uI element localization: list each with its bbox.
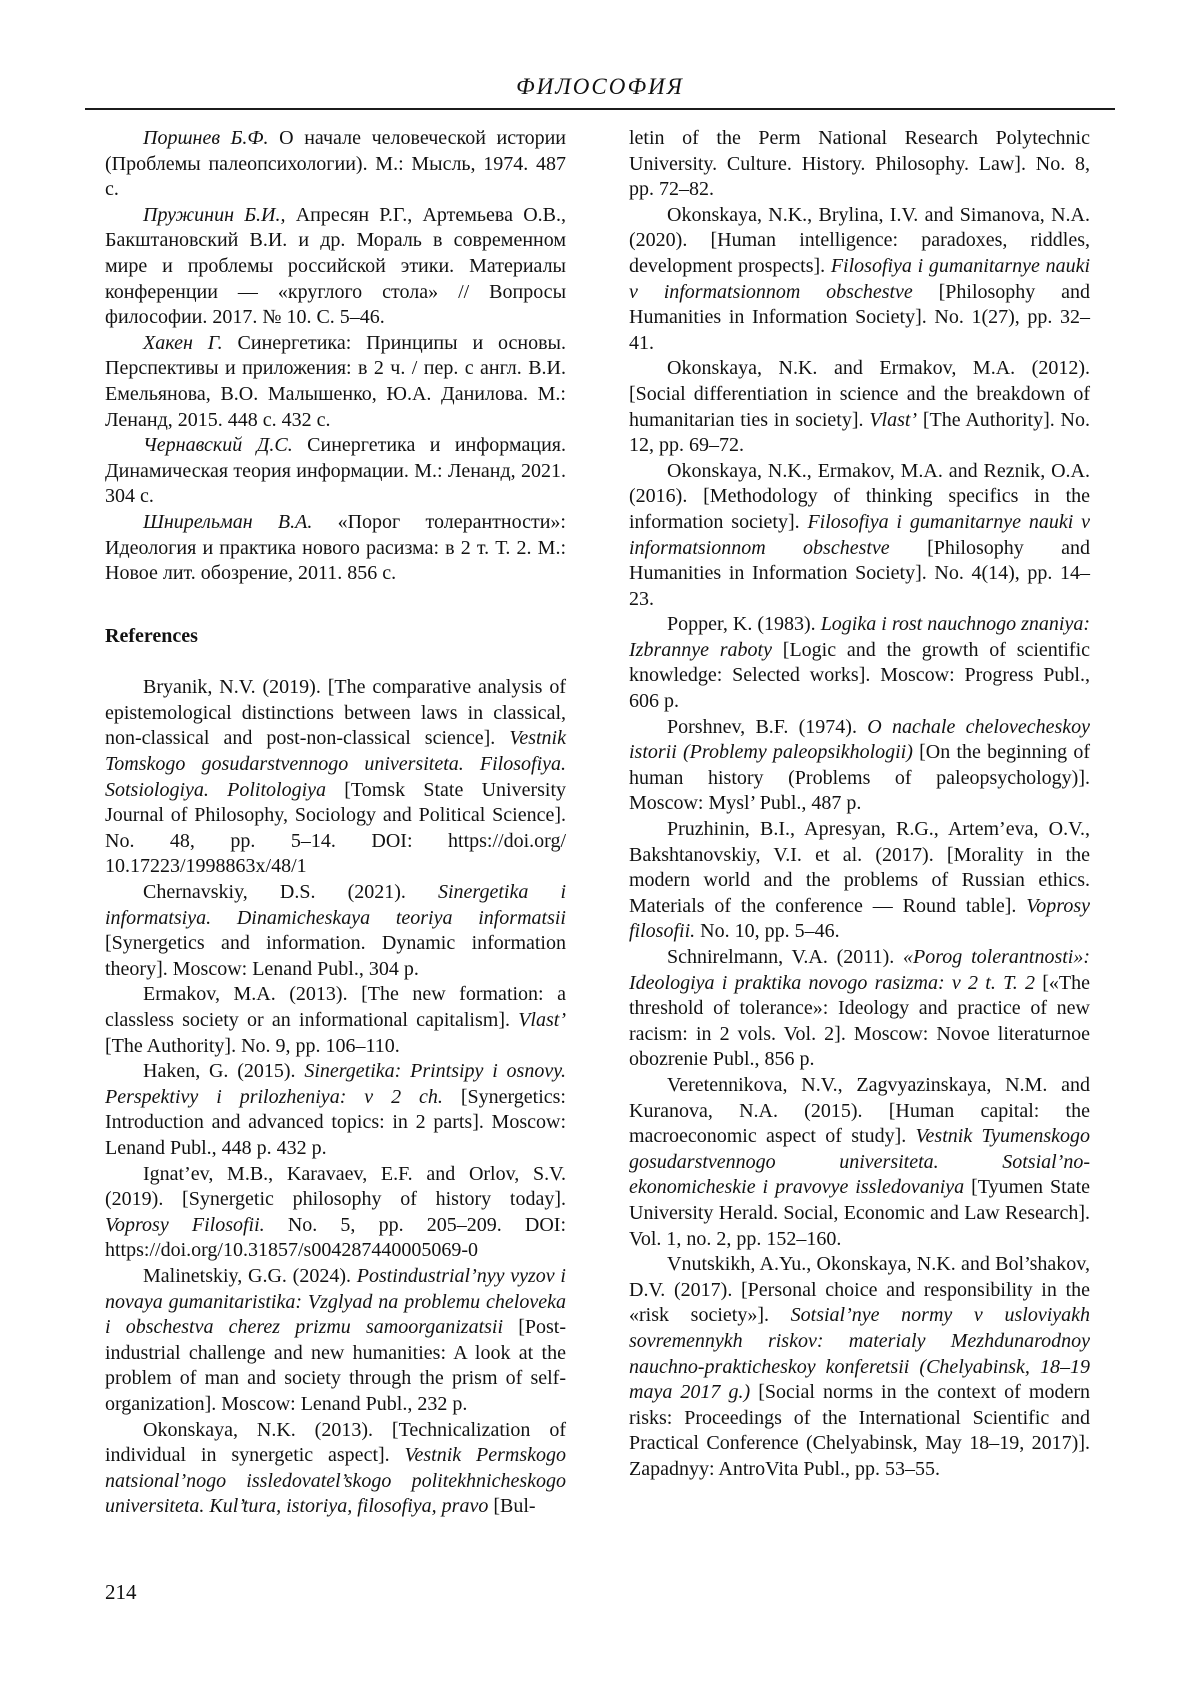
- left-column: [105, 126, 566, 1520]
- reference-text-segment: [Social norms in the context of modern risks: Proceedings of the International Scientific and Practical Conference (Chelyabinsk, May 18–19, 2017)]. Zapadnyy: AntroVita Publ., pp. 53–55.: [629, 1381, 1091, 1480]
- reference-text-segment: Ignat’ev, M.B., Karavaev, E.F. and Orlov, S.V. (2019). [Synergetic philosophy of history today].: [105, 1162, 566, 1211]
- reference-italic-segment: Sotsial’nye normy v usloviyakh sovremennykh riskov: materialy Mezhdunarodnoy nauchno-prakticheskoy konferetsii (Chelyabinsk, 18–19 maya 2017 g.): [629, 1304, 1091, 1404]
- reference-paragraph: [105, 1418, 566, 1520]
- reference-paragraph: [105, 126, 566, 203]
- reference-paragraph: [629, 356, 1090, 458]
- reference-paragraph: [629, 612, 1090, 714]
- reference-italic-segment: Vlast’: [518, 1009, 566, 1031]
- reference-paragraph: [105, 203, 566, 331]
- reference-italic-segment: «Porog tolerantnosti»: Ideologiya i praktika novogo rasizma: v 2 t. T. 2: [629, 946, 1090, 994]
- reference-italic-segment: Postindustrial’nyy vyzov i novaya gumanitaristika: Vzglyad na problemu cheloveka i obschestva cherez prizmu samoorganizatsii: [105, 1264, 566, 1339]
- reference-paragraph: [105, 1059, 566, 1161]
- reference-text-segment: Синергетика: Принципы и основы. Перспективы и приложения: в 2 ч. / пер. с англ. В.И. Емельянова, В.О. Малышенко, Ю.А. Данилова. М.: Ленанд, 2015. 448 с. 432 с.: [105, 331, 566, 431]
- reference-text-segment: [On the beginning of human history (Problems of paleopsychology)]. Moscow: Mysl’ Publ., 487 p.: [629, 741, 1090, 815]
- reference-paragraph: [105, 1162, 566, 1264]
- reference-italic-segment: O nachale chelovecheskoy istorii (Problemy paleopsikhologii): [629, 715, 1090, 764]
- reference-italic-segment: Чернавский Д.С.: [143, 434, 293, 457]
- reference-text-segment: No. 5, pp. 205–209. DOI: https://doi.org/10.31857/s004287440005069-0: [105, 1213, 567, 1262]
- reference-text-segment: Okonskaya, N.K. (2013). [Technicalization of individual in synergetic aspect].: [105, 1418, 566, 1467]
- reference-text-segment: Porshnev, B.F. (1974).: [667, 715, 868, 738]
- running-head: ФИЛОСОФИЯ: [516, 74, 684, 99]
- reference-text-segment: Okonskaya, N.K., Brylina, I.V. and Simanova, N.A. (2020). [Human intelligence: paradoxes, riddles, development prospects].: [629, 203, 1090, 277]
- reference-paragraph: [629, 817, 1090, 945]
- reference-italic-segment: Sinergetika i informatsiya. Dinamicheskaya teoriya informatsii: [105, 881, 566, 929]
- reference-paragraph: [105, 331, 566, 433]
- reference-text-segment: Pruzhinin, B.I., Apresyan, R.G., Artem’eva, O.V., Bakshtanovskiy, V.I. et al. (2017). [Morality in the modern world and the problems of Russian ethics. Materials of the conference — Round table].: [629, 818, 1090, 917]
- reference-text-segment: Ermakov, M.A. (2013). [The new formation: a classless society or an informational capitalism].: [105, 983, 566, 1031]
- reference-text-segment: Bryanik, N.V. (2019). [The comparative analysis of epistemological distinctions between laws in classical, non-classical and post-non-classical science].: [105, 676, 566, 750]
- reference-italic-segment: Logika i rost nauchnogo znaniya: Izbrannye raboty: [629, 613, 1091, 661]
- reference-italic-segment: Vestnik Permskogo natsional’nogo issledovatel’skogo politekhnicheskogo universiteta. Kul’tura, istoriya, filosofiya, pravo: [105, 1444, 566, 1518]
- reference-text-segment: [«The threshold of tolerance»: Ideology and practice of new racism: in 2 vols. Vol. 2]. Moscow: Novoe literaturnoe obozrenie Publ., 856 p.: [629, 971, 1090, 1071]
- reference-text-segment: [Philosophy and Humanities in Information Society]. No. 4(14), pp. 14–23.: [629, 536, 1090, 610]
- reference-italic-segment: Filosofiya i gumanitarnye nauki v informatsionnom obschestve: [629, 510, 1090, 559]
- reference-italic-segment: Поршнев Б.Ф.: [143, 127, 269, 149]
- reference-text-segment: No. 10, pp. 5–46.: [695, 920, 840, 943]
- reference-italic-segment: Vestnik Tomskogo gosudarstvennogo universiteta. Filosofiya. Sotsiologiya. Politologiya: [105, 727, 566, 801]
- reference-text-segment: Chernavskiy, D.S. (2021).: [143, 881, 438, 904]
- reference-text-segment: Okonskaya, N.K. and Ermakov, M.A. (2012). [Social differentiation in science and the breakdown of humanitarian ties in society].: [629, 357, 1090, 431]
- reference-paragraph: [629, 1073, 1090, 1252]
- reference-text-segment: Malinetskiy, G.G. (2024).: [143, 1264, 357, 1287]
- header-rule: [85, 108, 1115, 110]
- reference-text-segment: letin of the Perm National Research Polytechnic University. Culture. History. Philosophy. Law]. No. 8, pp. 72–82.: [629, 127, 1090, 201]
- reference-text-segment: [The Authority]. No. 12, pp. 69–72.: [629, 408, 1090, 457]
- reference-text-segment: [Post-industrial challenge and new humanities: A look at the problem of man and society through the prism of self-organization]. Moscow: Lenand Publ., 232 p.: [105, 1316, 566, 1415]
- reference-paragraph: [105, 880, 566, 982]
- reference-text-segment: [Logic and the growth of scientific knowledge: Selected works]. Moscow: Progress Publ., 606 p.: [629, 638, 1090, 713]
- reference-italic-segment: Voprosy filosofii.: [629, 894, 1090, 943]
- reference-text-segment: Haken, G. (2015).: [143, 1060, 305, 1083]
- reference-italic-segment: Пружинин Б.И.,: [143, 203, 286, 226]
- reference-italic-segment: Vestnik Tyumenskogo gosudarstvennogo universiteta. Sotsial’no-ekonomicheskie i pravovye issledovaniya: [629, 1125, 1090, 1199]
- reference-text-segment: [Tomsk State University Journal of Philosophy, Sociology and Political Science]. No. 48, pp. 5–14. DOI: https://doi.org/ 10.17223/1998863x/48/1: [105, 778, 566, 878]
- reference-paragraph: [105, 675, 566, 880]
- reference-italic-segment: Voprosy Filosofii.: [105, 1213, 265, 1236]
- reference-italic-segment: Vlast’: [869, 408, 918, 431]
- reference-paragraph: [105, 982, 566, 1059]
- reference-text-segment: [The Authority]. No. 9, pp. 106–110.: [105, 1034, 400, 1057]
- reference-text-segment: [Bul-: [488, 1495, 536, 1518]
- reference-text-segment: Синергетика и информация. Динамическая теория информации. М.: Ленанд, 2021. 304 с.: [105, 434, 566, 508]
- reference-text-segment: Popper, K. (1983).: [667, 613, 821, 636]
- reference-paragraph: [629, 126, 1090, 203]
- reference-text-segment: [Synergetics: Introduction and advanced topics: in 2 parts]. Moscow: Lenand Publ., 448 p. 432 p.: [105, 1085, 566, 1159]
- reference-text-segment: [Synergetics and information. Dynamic information theory]. Moscow: Lenand Publ., 304 p.: [105, 932, 566, 980]
- reference-paragraph: [629, 945, 1090, 1073]
- reference-italic-segment: Filosofiya i gumanitarnye nauki v informatsionnom obschestve: [629, 254, 1091, 303]
- reference-paragraph: [105, 1264, 566, 1418]
- reference-text-segment: [Philosophy and Humanities in Information Society]. No. 1(27), pp. 32–41.: [629, 280, 1090, 354]
- references-heading: References: [105, 624, 198, 647]
- reference-text-segment: Okonskaya, N.K., Ermakov, M.A. and Reznik, O.A. (2016). [Methodology of thinking specifics in the information society].: [629, 459, 1090, 533]
- reference-text-segment: О начале человеческой истории (Проблемы палеопсихологии). М.: Мысль, 1974. 487 с.: [105, 127, 566, 201]
- reference-text-segment: [Tyumen State University Herald. Social, Economic and Law Research]. Vol. 1, no. 2, pp. 152–160.: [629, 1176, 1090, 1250]
- reference-text-segment: Schnirelmann, V.A. (2011).: [667, 946, 904, 968]
- reference-paragraph: [105, 510, 566, 587]
- reference-text-segment: Veretennikova, N.V., Zagvyazinskaya, N.M. and Kuranova, N.A. (2015). [Human capital: the macroeconomic aspect of study].: [629, 1073, 1090, 1148]
- reference-paragraph: [629, 203, 1090, 357]
- reference-text-segment: Апресян Р.Г., Артемьева О.В., Бакштановский В.И. и др. Мораль в современном мире и проблемы российской этики. Материалы конференции — «круглого стола» // Вопросы философии. 2017. № 10. С. 5–46.: [105, 203, 566, 329]
- reference-paragraph: [629, 1252, 1090, 1482]
- reference-text-segment: «Порог толерантности»: Идеология и практика нового расизма: в 2 т. Т. 2. М.: Новое лит. обозрение, 2011. 856 с.: [105, 510, 566, 585]
- right-column: [629, 126, 1090, 1482]
- reference-italic-segment: Шнирельман В.А.: [143, 510, 313, 533]
- reference-text-segment: Vnutskikh, A.Yu., Okonskaya, N.K. and Bol’shakov, D.V. (2017). [Personal choice and responsibility in the «risk society»].: [629, 1253, 1090, 1327]
- reference-paragraph: [629, 715, 1090, 817]
- reference-paragraph: [629, 459, 1090, 613]
- reference-italic-segment: Sinergetika: Printsipy i osnovy. Perspektivy i prilozheniya: v 2 ch.: [105, 1060, 566, 1108]
- page-number: 214: [105, 1580, 137, 1604]
- reference-paragraph: [105, 433, 566, 510]
- reference-italic-segment: Хакен Г.: [143, 331, 223, 354]
